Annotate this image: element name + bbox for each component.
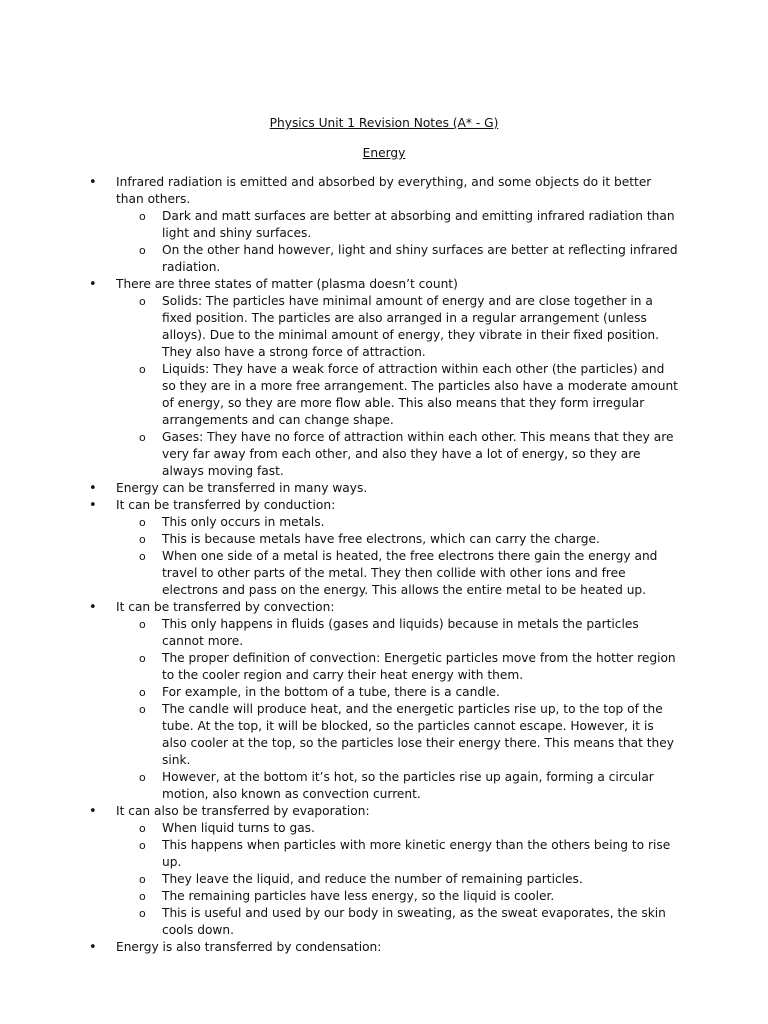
- bullet-text: It can also be transferred by evaporation:: [116, 804, 370, 818]
- sub-bullet-list: [116, 514, 678, 599]
- sub-bullet-marker: o: [139, 890, 146, 903]
- bullet-text: There are three states of matter (plasma doesn’t count): [116, 277, 458, 291]
- sub-bullet-item: [116, 548, 678, 599]
- bullet-text: Infrared radiation is emitted and absorbed by everything, and some objects do it better than others.: [116, 175, 652, 206]
- sub-bullet-text: Dark and matt surfaces are better at absorbing and emitting infrared radiation than light and shiny surfaces.: [162, 209, 675, 240]
- bullet-marker: •: [89, 481, 97, 496]
- sub-bullet-marker: o: [139, 363, 146, 376]
- bullet-item: [0, 803, 768, 939]
- bullet-marker: •: [89, 940, 97, 955]
- sub-bullet-item: [116, 429, 678, 480]
- sub-bullet-item: [116, 820, 678, 837]
- sub-bullet-text: The candle will produce heat, and the energetic particles rise up, to the top of the tube. At the top, it will be blocked, so the particles cannot escape. However, it is also cooler at the top, so the particles lose their energy there. This means that they sink.: [162, 702, 674, 767]
- bullet-item: [0, 276, 768, 480]
- sub-bullet-list: [116, 820, 678, 939]
- sub-bullet-text: This is useful and used by our body in sweating, as the sweat evaporates, the skin cools down.: [162, 906, 666, 937]
- sub-bullet-list: [116, 293, 678, 480]
- bullet-text: Energy can be transferred in many ways.: [116, 481, 368, 495]
- sub-bullet-marker: o: [139, 210, 146, 223]
- sub-bullet-item: [116, 293, 678, 361]
- sub-bullet-marker: o: [139, 822, 146, 835]
- sub-bullet-marker: o: [139, 431, 146, 444]
- bullet-list: [0, 174, 768, 956]
- sub-bullet-text: Gases: They have no force of attraction within each other. This means that they are very far away from each other, and also they have a lot of energy, so they are always moving fast.: [162, 430, 674, 478]
- sub-bullet-marker: o: [139, 533, 146, 546]
- sub-bullet-marker: o: [139, 516, 146, 529]
- sub-bullet-item: [116, 531, 678, 548]
- sub-bullet-item: [116, 361, 678, 429]
- bullet-item: [0, 497, 768, 599]
- bullet-marker: •: [89, 804, 97, 819]
- sub-bullet-marker: o: [139, 244, 146, 257]
- sub-bullet-marker: o: [139, 873, 146, 886]
- sub-bullet-marker: o: [139, 771, 146, 784]
- sub-bullet-item: [116, 769, 678, 803]
- sub-bullet-text: The proper definition of convection: Energetic particles move from the hotter region to the cooler region and carry their heat energy with them.: [162, 651, 676, 682]
- sub-bullet-text: However, at the bottom it’s hot, so the particles rise up again, forming a circular motion, also known as convection current.: [162, 770, 654, 801]
- sub-bullet-text: This happens when particles with more kinetic energy than the others being to rise up.: [162, 838, 671, 869]
- sub-bullet-text: When liquid turns to gas.: [162, 821, 315, 835]
- sub-bullet-item: [116, 616, 678, 650]
- sub-bullet-item: [116, 837, 678, 871]
- bullet-item: [0, 939, 768, 956]
- sub-bullet-item: [116, 650, 678, 684]
- sub-bullet-marker: o: [139, 839, 146, 852]
- sub-bullet-item: [116, 208, 678, 242]
- sub-bullet-text: This is because metals have free electrons, which can carry the charge.: [162, 532, 600, 546]
- sub-bullet-text: When one side of a metal is heated, the free electrons there gain the energy and travel to other parts of the metal. They then collide with other ions and free electrons and pass on the energy. This allows the entire metal to be heated up.: [162, 549, 658, 597]
- bullet-item: [0, 174, 768, 276]
- sub-bullet-list: [116, 208, 678, 276]
- sub-bullet-marker: o: [139, 652, 146, 665]
- bullet-marker: •: [89, 600, 97, 615]
- sub-bullet-text: Liquids: They have a weak force of attraction within each other (the particles) and so they are in a more free arrangement. The particles also have a moderate amount of energy, so they are more flow able. This also means that they form irregular arrangements and can change shape.: [162, 362, 678, 427]
- bullet-item: [0, 599, 768, 803]
- sub-bullet-item: [116, 242, 678, 276]
- bullet-marker: •: [89, 175, 97, 190]
- bullet-text: It can be transferred by conduction:: [116, 498, 336, 512]
- sub-bullet-marker: o: [139, 686, 146, 699]
- sub-bullet-marker: o: [139, 295, 146, 308]
- sub-bullet-text: For example, in the bottom of a tube, there is a candle.: [162, 685, 500, 699]
- sub-bullet-item: [116, 905, 678, 939]
- sub-bullet-marker: o: [139, 550, 146, 563]
- sub-bullet-item: [116, 871, 678, 888]
- bullet-item: [0, 480, 768, 497]
- sub-bullet-marker: o: [139, 907, 146, 920]
- sub-bullet-list: [116, 616, 678, 803]
- sub-bullet-item: [116, 888, 678, 905]
- sub-bullet-text: The remaining particles have less energy, so the liquid is cooler.: [162, 889, 555, 903]
- sub-bullet-text: This only occurs in metals.: [162, 515, 325, 529]
- sub-bullet-item: [116, 684, 678, 701]
- sub-bullet-text: They leave the liquid, and reduce the number of remaining particles.: [162, 872, 583, 886]
- sub-bullet-marker: o: [139, 703, 146, 716]
- bullet-text: It can be transferred by convection:: [116, 600, 335, 614]
- sub-bullet-item: [116, 514, 678, 531]
- sub-bullet-text: This only happens in fluids (gases and liquids) because in metals the particles cannot more.: [162, 617, 639, 648]
- section-heading: Energy: [362, 146, 406, 160]
- sub-bullet-item: [116, 701, 678, 769]
- document-title: Physics Unit 1 Revision Notes (A* - G): [269, 116, 499, 130]
- bullet-text: Energy is also transferred by condensation:: [116, 940, 382, 954]
- bullet-marker: •: [89, 498, 97, 513]
- sub-bullet-text: Solids: The particles have minimal amount of energy and are close together in a fixed position. The particles are also arranged in a regular arrangement (unless alloys). Due to the minimal amount of energy, they vibrate in their fixed position. They also have a strong force of attraction.: [162, 294, 660, 359]
- sub-bullet-text: On the other hand however, light and shiny surfaces are better at reflecting infrared radiation.: [162, 243, 678, 274]
- bullet-marker: •: [89, 277, 97, 292]
- sub-bullet-marker: o: [139, 618, 146, 631]
